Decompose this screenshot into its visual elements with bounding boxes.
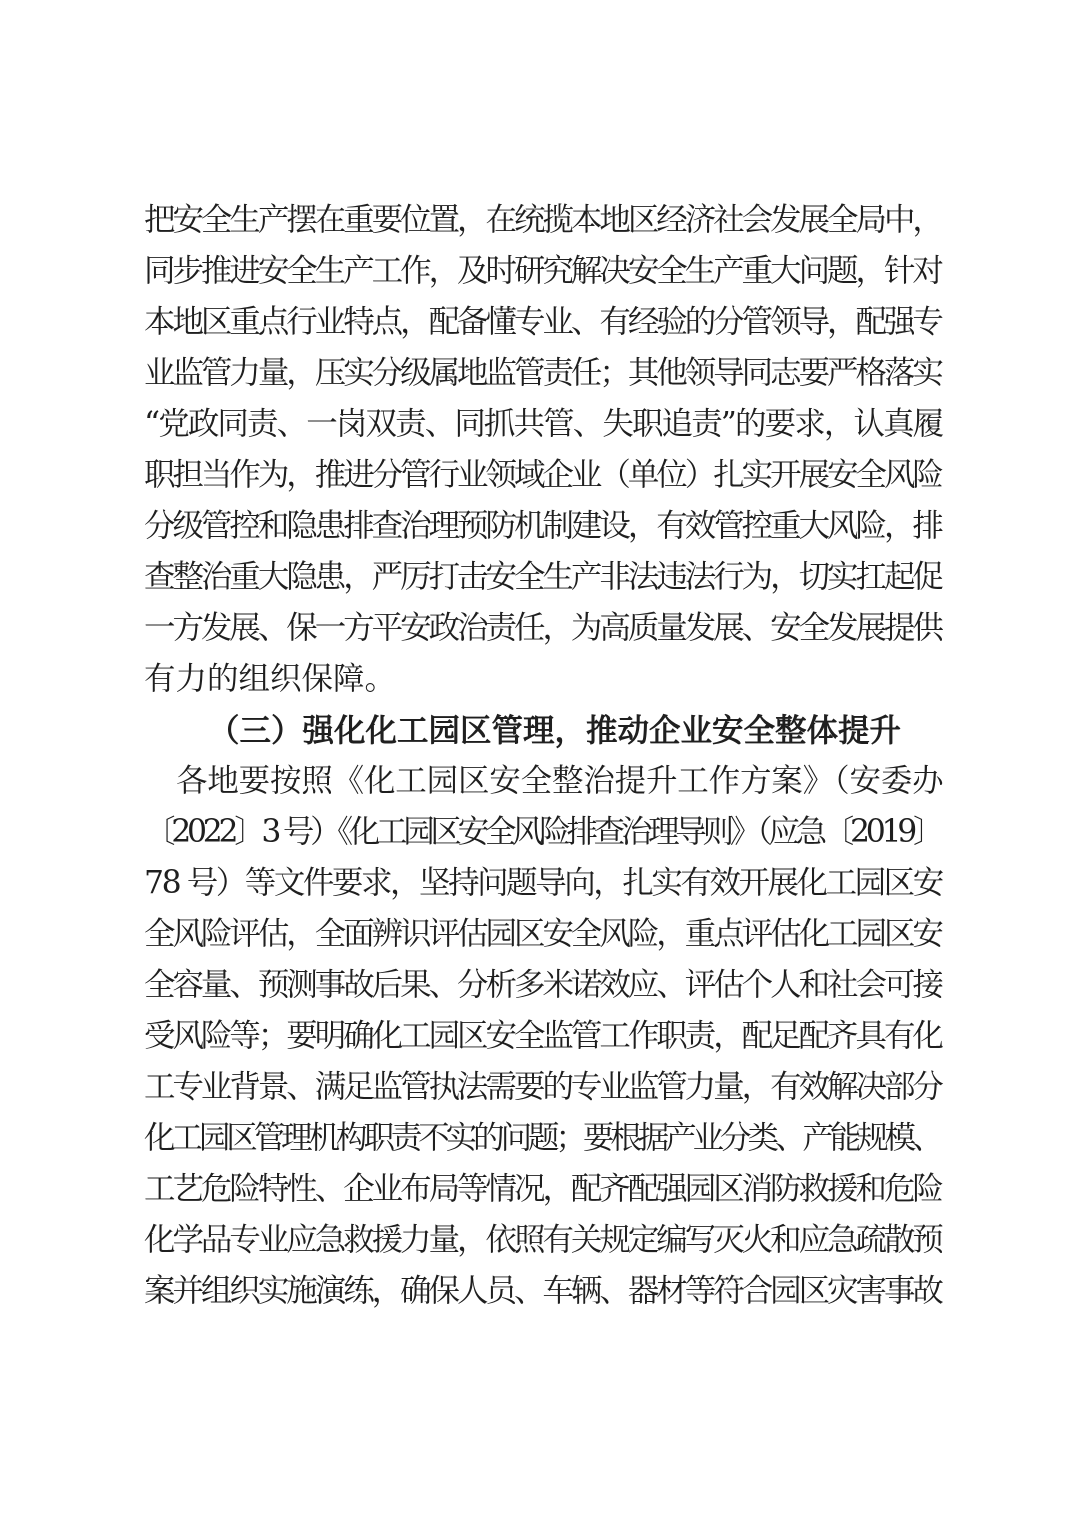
text-line: 查整治重大隐患，严厉打击安全生产非法违法行为，切实扛起促 [144,559,941,595]
text-line: 职担当作为，推进分管行业领域企业（单位）扎实开展安全风险 [144,457,941,493]
text-line: 一方发展、保一方平安政治责任，为高质量发展、安全发展提供 [144,610,941,646]
text-line: 全容量、预测事故后果、分析多米诺效应、评估个人和社会可接 [144,967,941,1003]
text-line: 78 号）等文件要求，坚持问题导向，扎实有效开展化工园区安 [144,865,942,901]
text-line: 工专业背景、满足监管执法需要的专业监管力量，有效解决部分 [144,1069,941,1105]
text-line: 业监管力量，压实分级属地监管责任；其他领导同志要严格落实 [144,355,941,391]
text-line: 〔2022〕3 号）《化工园区安全风险排查治理导则》（应急〔2019〕 [144,814,941,850]
text-line: 案并组织实施演练，确保人员、车辆、器材等符合园区灾害事故 [144,1273,941,1309]
section-heading: （三）强化化工园区管理，推动企业安全整体提升 [208,712,902,749]
text-line: “党政同责、一岗双责、同抓共管、失职追责”的要求，认真履 [144,406,943,442]
text-line: 化学品专业应急救援力量，依照有关规定编写灭火和应急疏散预 [144,1222,941,1258]
text-line: 把安全生产摆在重要位置，在统揽本地区经济社会发展全局中， [144,202,941,238]
text-line: 分级管控和隐患排查治理预防机制建设，有效管控重大风险，排 [144,508,941,544]
text-line: 本地区重点行业特点，配备懂专业、有经验的分管领导，配强专 [144,304,941,340]
text-line: 受风险等；要明确化工园区安全监管工作职责，配足配齐具有化 [144,1018,941,1054]
text-line: 工艺危险特性、企业布局等情况，配齐配强园区消防救援和危险 [144,1171,941,1207]
text-line: 同步推进安全生产工作，及时研究解决安全生产重大问题，针对 [144,253,941,289]
text-line: 全风险评估，全面辨识评估园区安全风险，重点评估化工园区安 [144,916,941,952]
text-line: 化工园区管理机构职责不实的问题；要根据产业分类、产能规模、 [144,1120,940,1156]
text-line: 有力的组织保障。 [144,661,397,697]
text-line: 各地要按照《化工园区安全整治提升工作方案》（安委办 [176,763,944,799]
